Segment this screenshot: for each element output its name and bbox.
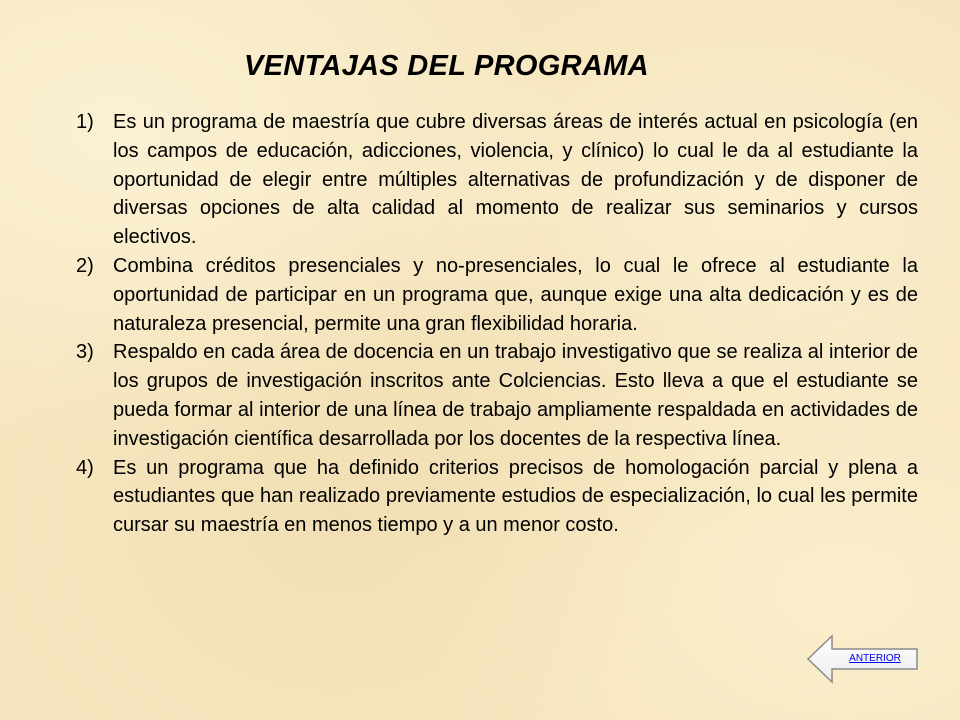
- advantages-list: [76, 108, 918, 540]
- item-text: Es un programa que ha definido criterios precisos de homologación parcial y plena a estudiantes que han realizado previamente estudios de especialización, lo cual les permite cursar su maestría en menos tiempo y a un menor costo.: [113, 456, 918, 537]
- back-button-label[interactable]: ANTERIOR: [849, 653, 901, 664]
- item-number: 2): [76, 254, 94, 277]
- advantage-item-1: [76, 108, 918, 252]
- item-text: Es un programa de maestría que cubre diversas áreas de interés actual en psicología (en los campos de educación, adicciones, violencia, y clínico) lo cual le da al estudiante la oportunidad de elegir entre múltiples alternativas de profundización y de disponer de diversas opciones de alta calidad al momento de realizar sus seminarios y cursos electivos.: [113, 111, 918, 249]
- item-number: 4): [76, 456, 94, 479]
- item-text: Combina créditos presenciales y no-presenciales, lo cual le ofrece al estudiante la oportunidad de participar en un programa que, aunque exige una alta dedicación y es de naturaleza presencial, permite una gran flexibilidad horaria.: [113, 254, 918, 335]
- item-number: 3): [76, 341, 94, 364]
- advantage-item-2: [76, 252, 918, 338]
- advantage-item-4: [76, 454, 918, 540]
- back-button[interactable]: [806, 634, 918, 684]
- advantage-item-3: [76, 338, 918, 453]
- item-number: 1): [76, 111, 94, 133]
- slide-title: VENTAJAS DEL PROGRAMA: [244, 50, 649, 82]
- item-text: Respaldo en cada área de docencia en un trabajo investigativo que se realiza al interior de los grupos de investigación inscritos ante Colciencias. Esto lleva a que el estudiante se pueda formar al interior de una línea de trabajo ampliamente respaldada en actividades de investigación científica desarrollada por los docentes de la respectiva línea.: [113, 341, 918, 450]
